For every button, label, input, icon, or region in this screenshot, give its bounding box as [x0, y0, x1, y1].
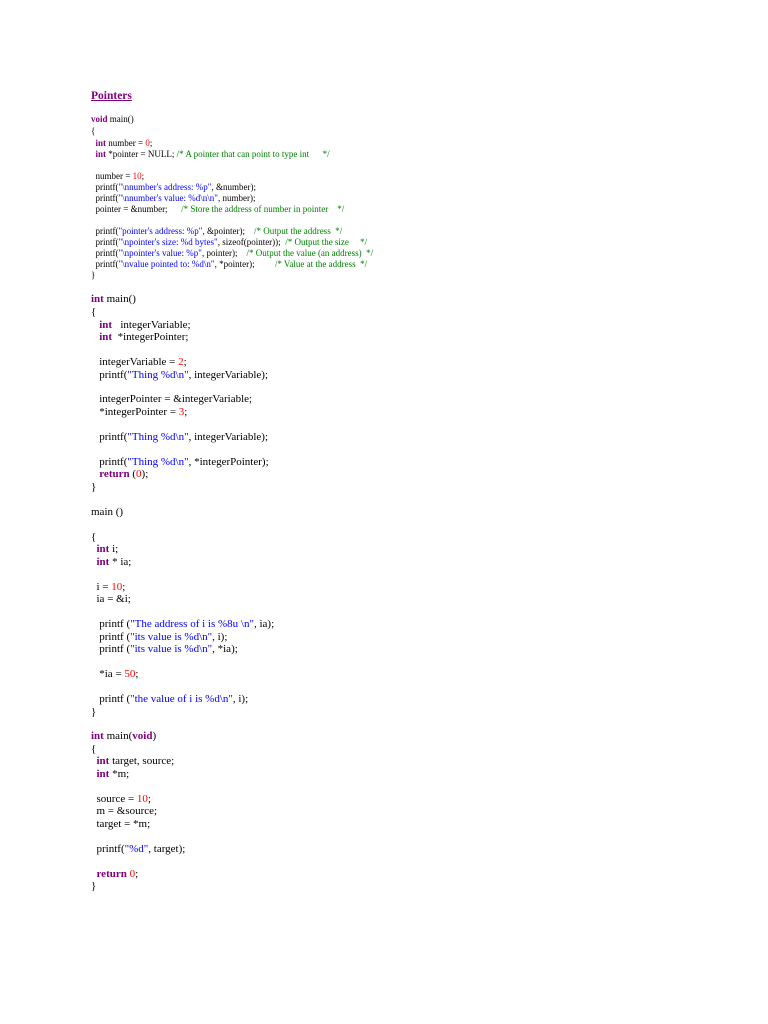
code-line	[91, 457, 269, 468]
code-text: , ia);	[253, 618, 275, 630]
code-comment: /* Output the value (an address) */	[246, 248, 374, 258]
code-string: "its value is %d\n"	[130, 643, 213, 655]
code-string: "%d"	[124, 843, 149, 855]
code-line	[91, 669, 138, 680]
code-text: main()	[103, 293, 136, 305]
code-text: printf(	[91, 248, 119, 258]
code-text: , i);	[232, 693, 249, 705]
code-text: i =	[91, 581, 112, 593]
code-keyword: return	[99, 468, 130, 480]
code-line	[91, 249, 373, 258]
code-line	[91, 332, 188, 343]
code-text: main(	[103, 730, 133, 742]
code-keyword: int	[96, 543, 110, 555]
code-text: number =	[106, 138, 146, 148]
code-text: printf(	[91, 369, 128, 381]
code-string: "\npointer's value: %p"	[118, 248, 202, 258]
code-text: , &number);	[211, 182, 256, 192]
code-number: 10	[111, 581, 123, 593]
code-text: }	[91, 270, 96, 280]
code-text: {	[91, 306, 97, 318]
code-text: integerVariable =	[91, 356, 179, 368]
code-text: printf(	[91, 182, 119, 192]
code-line	[91, 172, 144, 181]
code-number: 0	[129, 868, 136, 880]
code-comment: /* Output the size */	[285, 237, 368, 247]
code-text: i;	[109, 543, 119, 555]
code-text: , number);	[217, 193, 256, 203]
code-text: {	[91, 531, 97, 543]
code-text: printf (	[91, 643, 131, 655]
code-number: 50	[124, 668, 136, 680]
code-line	[91, 271, 95, 280]
code-line	[91, 482, 96, 493]
code-text: ;	[135, 868, 139, 880]
code-text: printf (	[91, 618, 131, 630]
code-line	[91, 744, 96, 755]
code-text: pointer = &number;	[91, 204, 182, 214]
code-line	[91, 407, 187, 418]
code-text	[91, 468, 99, 480]
code-text: *ia =	[91, 668, 125, 680]
code-text: target, source;	[109, 755, 175, 767]
code-text: *pointer = NULL;	[106, 149, 177, 159]
code-line	[91, 544, 118, 555]
code-line	[91, 869, 138, 880]
code-text: printf(	[91, 259, 119, 269]
code-keyword: int	[99, 331, 113, 343]
code-text: )	[152, 730, 157, 742]
code-line	[91, 769, 129, 780]
code-keyword: return	[96, 868, 127, 880]
code-line	[91, 731, 156, 742]
code-number: 0	[136, 468, 142, 480]
code-line	[91, 469, 148, 480]
code-keyword: void	[132, 730, 153, 742]
code-line	[91, 357, 187, 368]
code-text: , sizeof(pointer));	[217, 237, 286, 247]
code-text: main()	[107, 114, 134, 124]
code-line	[91, 582, 125, 593]
code-line	[91, 394, 252, 405]
code-text: , *pointer);	[214, 259, 275, 269]
code-comment: /* Value at the address */	[274, 259, 368, 269]
code-text: , *ia);	[212, 643, 238, 655]
code-line	[91, 819, 150, 830]
code-keyword: int	[99, 319, 113, 331]
code-line	[91, 183, 256, 192]
code-text: ;	[184, 406, 188, 418]
code-string: "pointer's address: %p"	[118, 226, 203, 236]
code-text: ;	[122, 581, 126, 593]
code-text: , integerVariable);	[188, 369, 268, 381]
code-text: printf (	[91, 631, 131, 643]
code-line	[91, 205, 344, 214]
code-keyword: int	[91, 730, 104, 742]
code-text: }	[91, 481, 97, 493]
code-line	[91, 115, 134, 124]
code-text: printf(	[91, 456, 128, 468]
code-line	[91, 619, 274, 630]
code-line	[91, 238, 367, 247]
code-line	[91, 294, 136, 305]
code-text: , &pointer);	[202, 226, 254, 236]
code-line	[91, 127, 95, 136]
code-text: {	[91, 743, 97, 755]
code-string: "\npointer's size: %d bytes"	[118, 237, 218, 247]
code-text: target = *m;	[91, 818, 151, 830]
code-line	[91, 756, 174, 767]
code-keyword: int	[95, 149, 107, 159]
code-string: "\nvalue pointed to: %d\n"	[118, 259, 215, 269]
code-text: }	[91, 880, 97, 892]
code-text: *integerPointer;	[112, 331, 189, 343]
code-keyword: int	[95, 138, 107, 148]
code-text: source =	[91, 793, 137, 805]
code-text: {	[91, 126, 96, 136]
code-text: *integerPointer =	[91, 406, 179, 418]
code-line	[91, 557, 131, 568]
code-text: main ()	[91, 506, 124, 518]
code-text: printf(	[91, 226, 119, 236]
code-number: 0	[145, 138, 150, 148]
code-keyword: int	[96, 755, 110, 767]
code-text: ;	[183, 356, 187, 368]
code-text: ;	[141, 171, 145, 181]
code-keyword: void	[91, 114, 108, 124]
code-string: "The address of i is %8u \n"	[130, 618, 254, 630]
code-line	[91, 150, 330, 159]
code-line	[91, 694, 248, 705]
code-line	[91, 794, 151, 805]
code-text: (	[129, 468, 137, 480]
code-text: , target);	[148, 843, 186, 855]
code-line	[91, 227, 342, 236]
code-keyword: int	[91, 293, 104, 305]
code-line	[91, 532, 96, 543]
code-text: ia = &i;	[91, 593, 131, 605]
code-line	[91, 260, 367, 269]
code-text: );	[141, 468, 149, 480]
code-text	[91, 319, 99, 331]
code-comment: /* Store the address of number in pointer */	[181, 204, 345, 214]
code-text: printf(	[91, 237, 119, 247]
code-line	[91, 644, 238, 655]
code-text: *m;	[109, 768, 130, 780]
code-number: 10	[132, 171, 142, 181]
code-text: ;	[149, 138, 153, 148]
page-title: Pointers	[91, 90, 132, 102]
code-line	[91, 320, 191, 331]
code-number: 2	[178, 356, 184, 368]
code-text: integerPointer = &integerVariable;	[91, 393, 253, 405]
code-string: "\nnumber's value: %d\n\n"	[118, 193, 218, 203]
code-line	[91, 432, 268, 443]
code-line	[91, 594, 131, 605]
code-text: , i);	[212, 631, 228, 643]
code-text: ;	[135, 668, 139, 680]
code-string: "\nnumber's address: %p"	[118, 182, 212, 192]
code-string: "Thing %d\n"	[127, 456, 189, 468]
code-text: , *integerPointer);	[188, 456, 269, 468]
code-line	[91, 707, 96, 718]
code-line	[91, 844, 185, 855]
code-line	[91, 806, 157, 817]
code-line	[91, 139, 152, 148]
code-text: , integerVariable);	[188, 431, 268, 443]
code-line	[91, 881, 96, 892]
code-line	[91, 194, 255, 203]
code-text: printf (	[91, 693, 131, 705]
code-keyword: int	[96, 768, 110, 780]
code-text: , pointer);	[201, 248, 247, 258]
code-text: * ia;	[109, 556, 132, 568]
code-comment: /* A pointer that can point to type int */	[176, 149, 330, 159]
code-string: "the value of i is %d\n"	[130, 693, 233, 705]
code-text: m = &source;	[91, 805, 158, 817]
code-keyword: int	[96, 556, 110, 568]
code-text: number =	[91, 171, 133, 181]
code-text	[91, 331, 99, 343]
code-number: 10	[136, 793, 148, 805]
code-string: "Thing %d\n"	[127, 369, 189, 381]
code-text: }	[91, 706, 97, 718]
code-text: printf(	[91, 193, 119, 203]
code-string: "Thing %d\n"	[127, 431, 189, 443]
code-line	[91, 632, 227, 643]
code-line	[91, 307, 96, 318]
code-comment: /* Output the address */	[253, 226, 343, 236]
code-text: printf(	[91, 431, 128, 443]
code-number: 3	[178, 406, 185, 418]
code-line	[91, 507, 123, 518]
code-text: printf(	[91, 843, 125, 855]
code-text: integerVariable;	[112, 319, 191, 331]
code-text: ;	[147, 793, 151, 805]
code-line	[91, 370, 268, 381]
code-string: "its value is %d\n"	[130, 631, 213, 643]
